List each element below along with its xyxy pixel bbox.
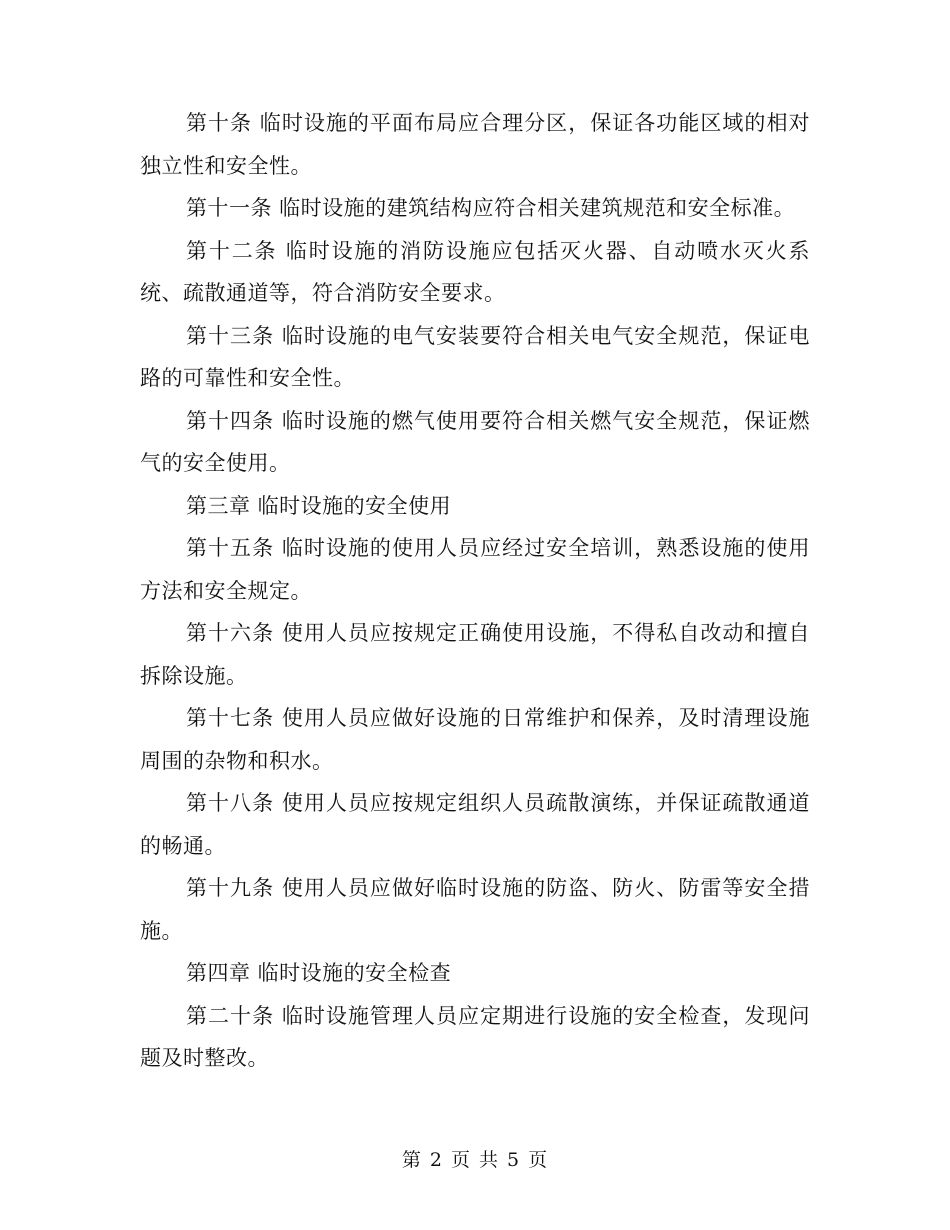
page-label: 第 xyxy=(401,1149,422,1171)
page-word: 页 xyxy=(450,1149,471,1171)
paragraph-article-13: 第十三条 临时设施的电气安装要符合相关电气安全规范，保证电路的可靠性和安全性。 xyxy=(140,323,810,390)
total-word: 页 xyxy=(528,1149,549,1171)
chapter-heading-3: 第三章 临时设施的安全使用 xyxy=(186,493,452,518)
chapter-heading-4: 第四章 临时设施的安全检查 xyxy=(186,961,452,985)
paragraph-article-16: 第十六条 使用人员应按规定正确使用设施，不得私自改动和擅自拆除设施。 xyxy=(140,621,810,688)
paragraph-article-14: 第十四条 临时设施的燃气使用要符合相关燃气安全规范，保证燃气的安全使用。 xyxy=(140,408,810,475)
page-footer xyxy=(0,1145,950,1175)
paragraph-article-20: 第二十条 临时设施管理人员应定期进行设施的安全检查，发现问题及时整改。 xyxy=(140,1003,810,1070)
paragraph-article-18: 第十八条 使用人员应按规定组织人员疏散演练，并保证疏散通道的畅通。 xyxy=(140,791,810,858)
document-body xyxy=(140,102,810,1080)
total-label: 共 xyxy=(479,1149,500,1171)
total-page-number: 5 xyxy=(507,1149,521,1171)
paragraph-article-17: 第十七条 使用人员应做好设施的日常维护和保养，及时清理设施周围的杂物和积水。 xyxy=(140,706,810,773)
paragraph-article-10: 第十条 临时设施的平面布局应合理分区，保证各功能区域的相对独立性和安全性。 xyxy=(140,111,810,178)
paragraph-article-12: 第十二条 临时设施的消防设施应包括灭火器、自动喷水灭火系统、疏散通道等，符合消防安全要求。 xyxy=(140,238,810,305)
paragraph-article-11: 第十一条 临时设施的建筑结构应符合相关建筑规范和安全标准。 xyxy=(186,196,796,220)
current-page-number: 2 xyxy=(429,1149,443,1171)
paragraph-article-19: 第十九条 使用人员应做好临时设施的防盗、防火、防雷等安全措施。 xyxy=(140,876,810,943)
paragraph-article-15: 第十五条 临时设施的使用人员应经过安全培训，熟悉设施的使用方法和安全规定。 xyxy=(140,536,810,603)
